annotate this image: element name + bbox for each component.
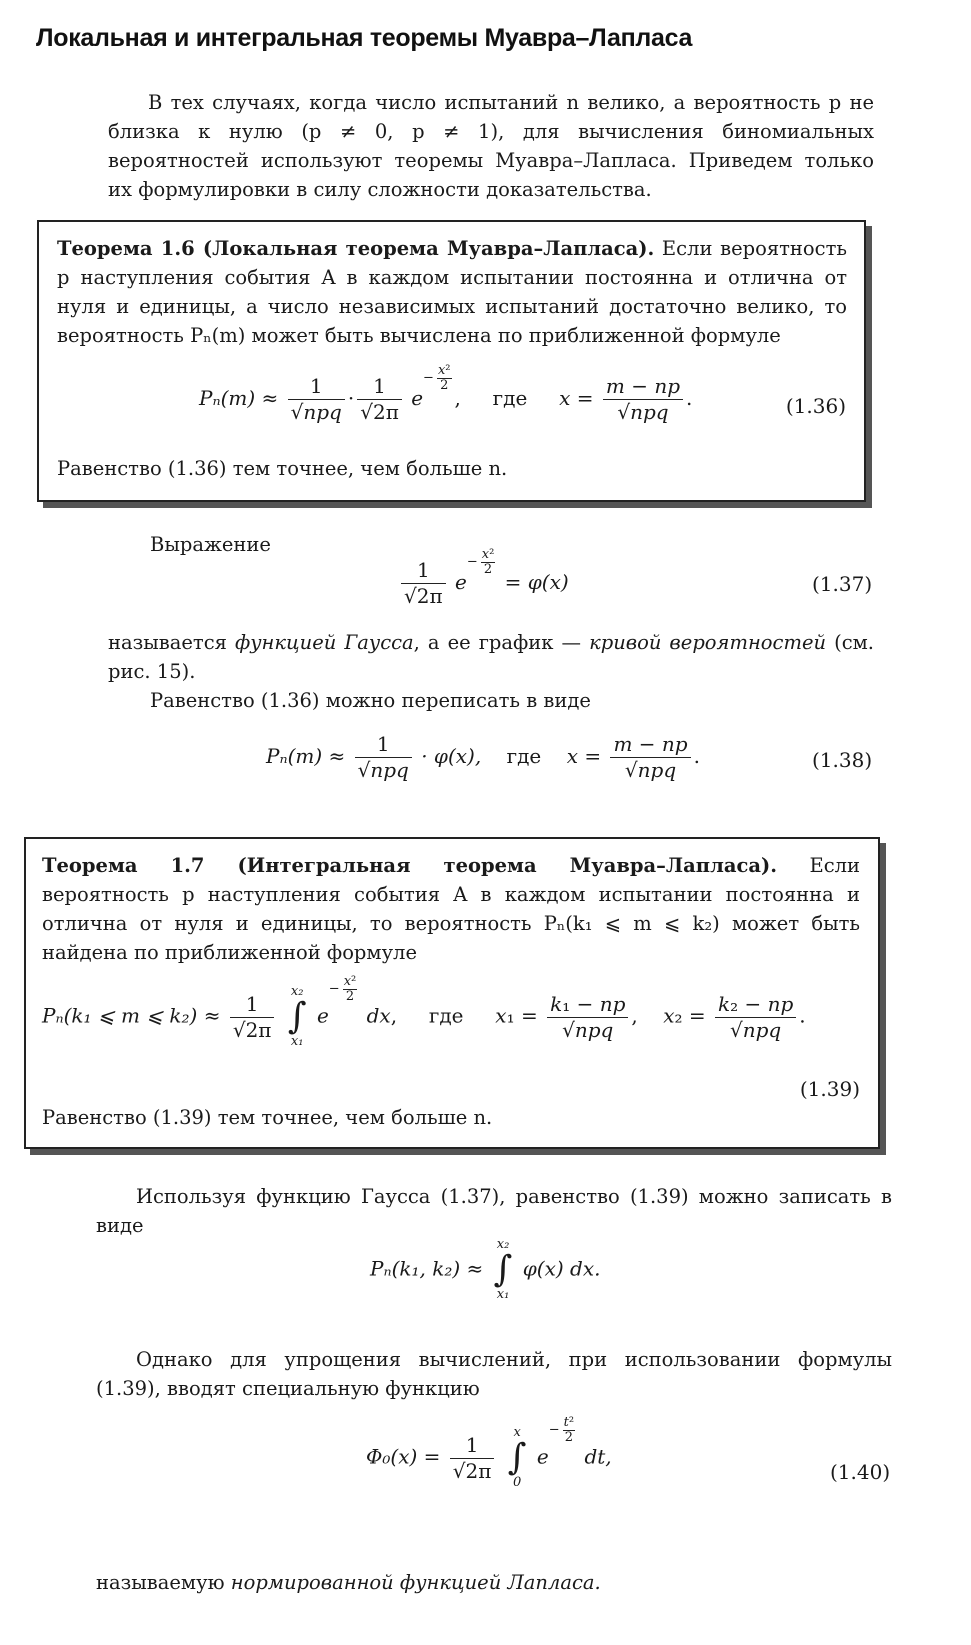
simplify-paragraph: Однако для упрощения вычислений, при использовании формулы (1.39), вводят специальную функцию (96, 1348, 892, 1400)
theorem-1-6-text: Если вероятность p наступления события A в каждом испытании постоянна и отлична от нуля и единицы, а число независимых испытаний достаточно велико, то вероятность Pₙ(m) может быть вычислена по приближенной формуле (57, 237, 847, 347)
gauss-use-paragraph: Используя функцию Гаусса (1.37), равенство (1.39) можно записать в виде (96, 1185, 892, 1237)
expression-label: Выражение (150, 533, 271, 556)
equation-1-38: Pₙ(m) ≈ $\frac{1}{\text{√npq}}$ · φ(x), где x = $\frac{m - np}{\text{√npq}}$ . (266, 732, 700, 782)
final-paragraph: называемую нормированной функцией Лапласа. (96, 1571, 601, 1594)
probability-curve-term: кривой вероятностей (589, 631, 827, 654)
equation-integral-phi: Pₙ(k₁, k₂) ≈ x₂ ∫ x₁ φ(x) dx. (370, 1237, 601, 1302)
theorem-1-6-title: Теорема 1.6 (Локальная теорема Муавра–Лапласа). (57, 237, 655, 260)
equation-1-36-number: (1.36) (785, 394, 846, 418)
equation-1-40-number: (1.40) (830, 1460, 891, 1484)
theorem-1-7-statement (42, 851, 860, 967)
equation-1-39: Pₙ(k₁ ⩽ m ⩽ k₂) ≈ $\frac{1}{√2\pi}$ x₂ ∫ x₁ e− $\frac{\text{x²}}{2}$ dx, где x₁ = $\frac{\text{k₁ − np}}{\text{√npq}}$ , x₂ = $\frac{\text{k₂ − np}}{\text{√npq}}$ . (42, 974, 806, 1049)
equation-1-36: Pₙ(m) ≈ $\frac{1}{\text{√npq}}$ · $\frac{1}{√2\pi}$ e− $\frac{\text{x²}}{2}$ , где x = $\frac{m - np}{\text{√npq}}$ . (199, 363, 693, 424)
equation-1-37: $\frac{1}{√2\pi}$ e− $\frac{\text{x²}}{2}$ = φ(x) (398, 558, 569, 609)
page-title: Локальная и интегральная теоремы Муавра–Лапласа (36, 24, 693, 52)
equation-1-40: Φ₀(x) = $\frac{1}{√2\pi}$ x ∫ 0 e− $\frac{\text{t²}}{2}$ dt, (366, 1415, 612, 1490)
theorem-1-7-box (24, 837, 880, 1149)
theorem-1-6-statement (57, 234, 847, 350)
equation-1-38-number: (1.38) (812, 748, 873, 772)
equation-1-39-number: (1.39) (799, 1077, 860, 1101)
theorem-1-7-text: Если вероятность p наступления события A в каждом испытании постоянна и отлична от нуля и единицы, то вероятность Pₙ(k₁ ⩽ m ⩽ k₂) может быть найдена по приближенной формуле (42, 854, 860, 964)
equation-1-37-number: (1.37) (812, 572, 873, 596)
gauss-function-term: функцией Гаусса (234, 631, 414, 654)
theorem-1-6-box (37, 220, 866, 502)
gauss-paragraph: называется функцией Гаусса, а ее график — кривой вероятностей (см. рис. 15). (108, 631, 874, 683)
theorem-1-6-note: Равенство (1.36) тем точнее, чем больше n. (57, 457, 508, 480)
theorem-1-7-title: Теорема 1.7 (Интегральная теорема Муавра–Лапласа). (42, 854, 777, 877)
theorem-1-7-note: Равенство (1.39) тем точнее, чем больше n. (42, 1106, 493, 1129)
rewrite-paragraph: Равенство (1.36) можно переписать в виде (150, 689, 591, 712)
laplace-function-term: нормированной функцией Лапласа. (230, 1571, 601, 1594)
intro-paragraph: В тех случаях, когда число испытаний n велико, а вероятность p не близка к нулю (p ≠ 0, p ≠ 1), для вычисления биномиальных вероятностей используют теоремы Муавра–Лапласа. Приведем только их формулировки в силу сложности доказательства. (108, 91, 874, 201)
